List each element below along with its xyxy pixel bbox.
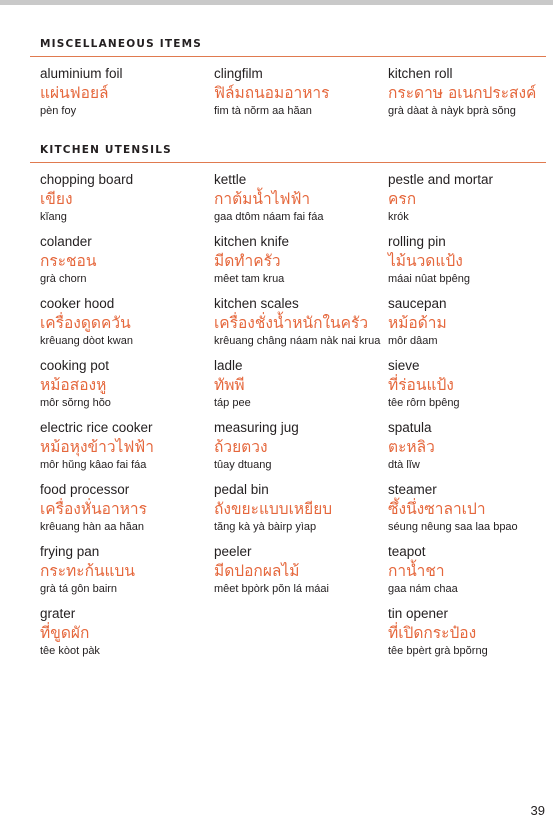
thai-term: เครื่องดูดควัน [40,314,131,332]
transliteration: krêuang dòot kwan [40,335,133,347]
transliteration: grà dàat à nàyk bprà sŏng [388,105,516,117]
english-term: food processor [40,482,130,497]
thai-term: ที่ร่อนแป้ง [388,376,454,394]
thai-term: ทัพพี [214,376,245,394]
transliteration: fim tà nŏrm aa hăan [214,105,312,117]
column-2 [214,65,388,130]
thai-term: เครื่องชั่งน้ำหนักในครัว [214,314,369,332]
phrasebook-page [30,38,546,667]
english-term: sieve [388,358,420,373]
column-3 [388,65,553,130]
transliteration: môr sŏrng hŏo [40,397,111,409]
english-term: grater [40,606,76,621]
entry-grid [30,65,546,130]
entry [388,605,553,658]
thai-term: แผ่นฟอยล์ [40,84,109,102]
entry [388,357,553,410]
thai-term: หม้อหุงข้าวไฟฟ้า [40,438,154,456]
entry [388,233,553,286]
thai-term: ฟิล์มถนอมอาหาร [214,84,330,102]
english-term: pestle and mortar [388,172,494,187]
entry [40,233,214,286]
english-term: chopping board [40,172,134,187]
section-title: MISCELLANEOUS ITEMS [40,38,202,50]
entry [214,171,388,224]
section-divider [30,162,546,163]
entry [214,543,388,596]
english-term: cooking pot [40,358,110,373]
entry [388,65,553,118]
thai-term: กระดาษ อเนกประสงค์ [388,84,537,102]
transliteration: krêuang châng náam nàk nai krua [214,335,381,347]
english-term: pedal bin [214,482,269,497]
transliteration: gaa nám chaa [388,583,458,595]
thai-term: ถังขยะแบบเหยียบ [214,500,333,518]
thai-term: ซึ้งนึ่งซาลาเปา [388,500,486,518]
english-term: ladle [214,358,243,373]
entry [214,481,388,534]
english-term: spatula [388,420,432,435]
english-term: teapot [388,544,426,559]
thai-term: มีดปอกผลไม้ [214,562,300,580]
transliteration: têe kòot pàk [40,645,100,657]
thai-term: เครื่องหั่นอาหาร [40,500,147,518]
transliteration: dtà lĭw [388,459,420,471]
entry [214,419,388,472]
entry [40,65,214,118]
english-term: peeler [214,544,252,559]
transliteration: krêuang hàn aa hăan [40,521,144,533]
transliteration: têe bpèrt grà bpŏrng [388,645,488,657]
thai-term: ที่เปิดกระป๋อง [388,624,477,642]
thai-term: กาต้มน้ำไฟฟ้า [214,190,311,208]
column-3 [388,171,553,667]
transliteration: kĭang [40,211,67,223]
english-term: frying pan [40,544,100,559]
entry-grid [30,171,546,667]
transliteration: môr dâam [388,335,438,347]
english-term: kettle [214,172,247,187]
entry [388,543,553,596]
thai-term: ที่ขูดผัก [40,624,90,642]
english-term: measuring jug [214,420,299,435]
transliteration: krók [388,211,409,223]
thai-term: หม้อด้าม [388,314,447,332]
column-1 [40,65,214,130]
english-term: cooker hood [40,296,115,311]
transliteration: mêet tam krua [214,273,285,285]
transliteration: pèn foy [40,105,77,117]
english-term: electric rice cooker [40,420,153,435]
thai-term: กระทะก้นแบน [40,562,135,580]
english-term: kitchen scales [214,296,299,311]
section-miscellaneous-items [30,38,546,130]
transliteration: grà tá gôn bairn [40,583,118,595]
section-gap [30,130,546,144]
entry [214,65,388,118]
english-term: steamer [388,482,437,497]
thai-term: กระชอน [40,252,97,270]
top-border [0,0,553,5]
entry [214,233,388,286]
transliteration: tăng kà yà bàirp yìap [214,521,317,533]
thai-term: กาน้ำชา [388,562,445,580]
english-term: tin opener [388,606,449,621]
entry [40,543,214,596]
english-term: saucepan [388,296,447,311]
entry [388,295,553,348]
entry [388,481,553,534]
transliteration: grà chorn [40,273,87,285]
entry [40,171,214,224]
column-2 [214,171,388,667]
entry [40,295,214,348]
english-term: kitchen roll [388,66,453,81]
transliteration: môr hŭng kâao fai fáa [40,459,147,471]
section-kitchen-utensils [30,144,546,667]
thai-term: ครก [388,190,417,208]
english-term: rolling pin [388,234,446,249]
thai-term: หม้อสองหู [40,376,107,394]
entry [40,481,214,534]
entry [388,419,553,472]
english-term: kitchen knife [214,234,290,249]
english-term: clingfilm [214,66,263,81]
entry [214,295,388,348]
thai-term: ถ้วยตวง [214,438,268,456]
transliteration: tûay dtuang [214,459,272,471]
entry [214,357,388,410]
section-divider [30,56,546,57]
transliteration: mêet bpòrk pŏn lá máai [214,583,329,595]
column-1 [40,171,214,667]
transliteration: máai nûat bpêng [388,273,470,285]
transliteration: táp pee [214,397,251,409]
thai-term: ตะหลิว [388,438,435,456]
english-term: colander [40,234,92,249]
transliteration: gaa dtôm náam fai fáa [214,211,324,223]
thai-term: เขียง [40,190,73,208]
english-term: aluminium foil [40,66,123,81]
entry [40,357,214,410]
page-number: 39 [530,803,545,818]
entry [388,171,553,224]
thai-term: ไม้นวดแป้ง [388,252,463,270]
entry [40,419,214,472]
section-title: KITCHEN UTENSILS [40,144,172,156]
entry [40,605,214,658]
transliteration: séung nêung saa laa bpao [388,521,518,533]
transliteration: têe rôrn bpêng [388,397,460,409]
thai-term: มีดทำครัว [214,252,281,270]
